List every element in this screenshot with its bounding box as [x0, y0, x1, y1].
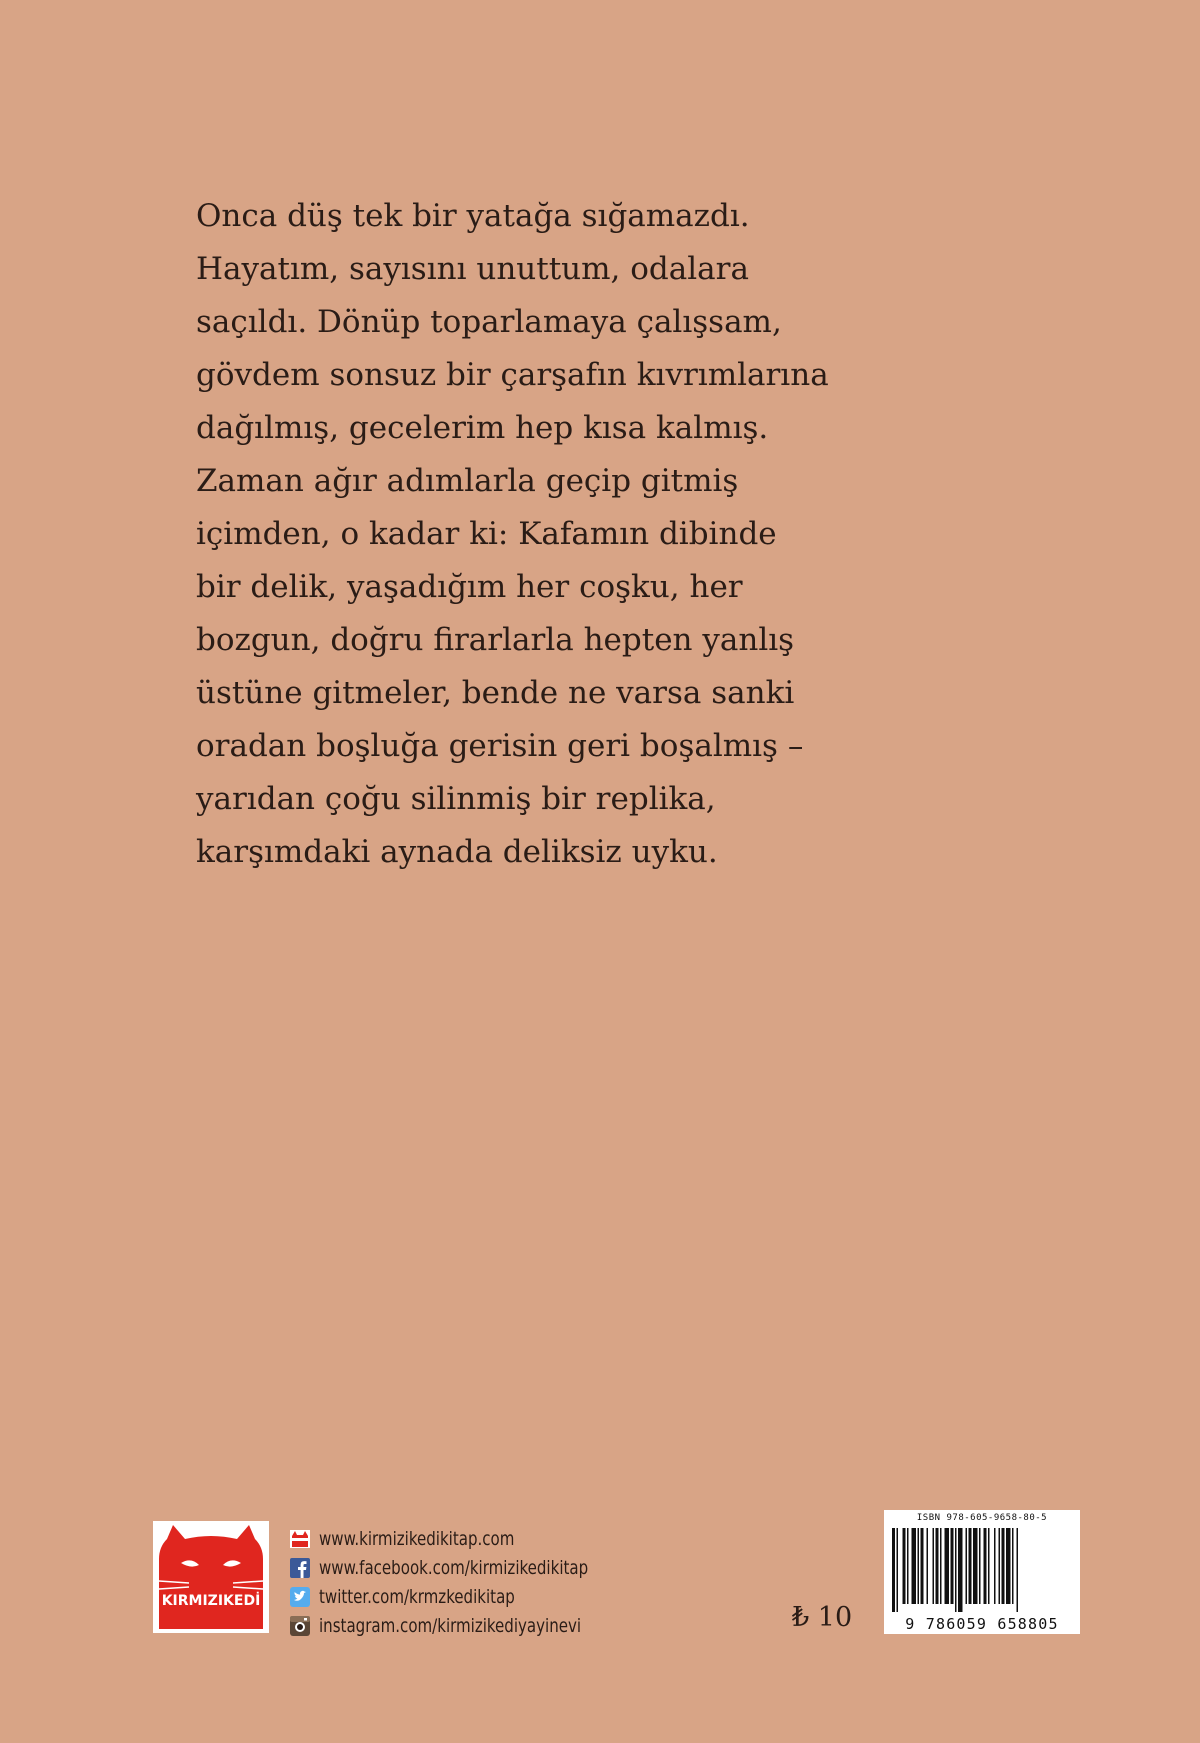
barcode-bar — [973, 1528, 978, 1604]
barcode-bar — [921, 1528, 924, 1604]
cat-icon — [290, 1529, 310, 1549]
blurb-line: Hayatım, sayısını unuttum, odalara — [196, 251, 749, 287]
barcode-bar — [1012, 1528, 1014, 1604]
website-link-text: www.kirmizikedikitap.com — [319, 1527, 515, 1550]
barcode-bar — [979, 1528, 981, 1604]
barcode-bar — [988, 1528, 990, 1604]
publisher-logo — [153, 1521, 269, 1633]
barcode-bar — [951, 1528, 954, 1604]
barcode-digits: 9 786059 658805 — [905, 1615, 1059, 1633]
blurb-line: bir delik, yaşadığım her coşku, her — [196, 569, 743, 605]
barcode-bar — [984, 1528, 987, 1604]
barcode-bar — [1002, 1528, 1005, 1604]
blurb-line: saçıldı. Dönüp toparlamaya çalışsam, — [196, 304, 782, 340]
barcode-bar — [955, 1528, 957, 1612]
barcode-bar — [1006, 1528, 1011, 1604]
twitter-icon — [290, 1587, 310, 1607]
barcode-bar — [969, 1528, 972, 1604]
isbn-barcode — [884, 1510, 1080, 1634]
barcode-bar — [897, 1528, 899, 1612]
facebook-icon — [290, 1558, 310, 1578]
barcode-bar — [940, 1528, 942, 1604]
blurb-line: dağılmış, gecelerim hep kısa kalmış. — [196, 410, 769, 446]
barcode-bar — [912, 1528, 917, 1604]
blurb-line: üstüne gitmeler, bende ne varsa sanki — [196, 675, 795, 711]
blurb-line: gövdem sonsuz bir çarşafın kıvrımlarına — [196, 357, 829, 393]
barcode-bar — [927, 1528, 929, 1604]
blurb-line: Zaman ağır adımlarla geçip gitmiş — [196, 463, 739, 499]
barcode-bar — [958, 1528, 963, 1612]
website-link[interactable] — [290, 1524, 625, 1553]
barcode-bar — [918, 1528, 920, 1604]
instagram-link-text: instagram.com/kirmizikediyayinevi — [319, 1614, 582, 1637]
blurb-line: oradan boşluğa gerisin geri boşalmış – — [196, 728, 804, 764]
blurb-line: karşımdaki aynada deliksiz uyku. — [196, 834, 718, 870]
barcode-bar — [966, 1528, 968, 1604]
twitter-link-text: twitter.com/krmzkedikitap — [319, 1585, 515, 1608]
price-label: ₺ 10 — [792, 1602, 853, 1633]
twitter-link[interactable] — [290, 1582, 625, 1611]
logo-text: KIRMIZIKEDİ — [161, 1593, 261, 1609]
blurb-line: içimden, o kadar ki: Kafamın dibinde — [196, 516, 777, 552]
blurb-line: bozgun, doğru firarlarla hepten yanlış — [196, 622, 795, 658]
blurb-line: Onca düş tek bir yatağa sığamazdı. — [196, 198, 750, 234]
blurb-line: yarıdan çoğu silinmiş bir replika, — [196, 781, 716, 817]
back-cover-blurb — [196, 190, 856, 879]
barcode-bar — [903, 1528, 906, 1604]
barcode-bar — [907, 1528, 909, 1604]
instagram-icon — [290, 1616, 310, 1636]
facebook-link-text: www.facebook.com/kirmizikedikitap — [319, 1556, 589, 1579]
barcode-bar — [994, 1528, 996, 1604]
barcode-bar — [1017, 1528, 1019, 1612]
instagram-link[interactable] — [290, 1611, 625, 1640]
barcode-bar — [945, 1528, 950, 1604]
cat-logo-icon — [153, 1521, 269, 1633]
barcode-bar — [892, 1528, 895, 1612]
facebook-link[interactable] — [290, 1553, 625, 1582]
barcode-bar — [933, 1528, 935, 1604]
barcode-bar — [999, 1528, 1001, 1604]
barcode-bars-icon — [890, 1528, 1074, 1612]
publisher-links — [290, 1524, 625, 1640]
barcode-bar — [936, 1528, 939, 1604]
isbn-label: ISBN 978-605-9658-80-5 — [916, 1513, 1048, 1523]
